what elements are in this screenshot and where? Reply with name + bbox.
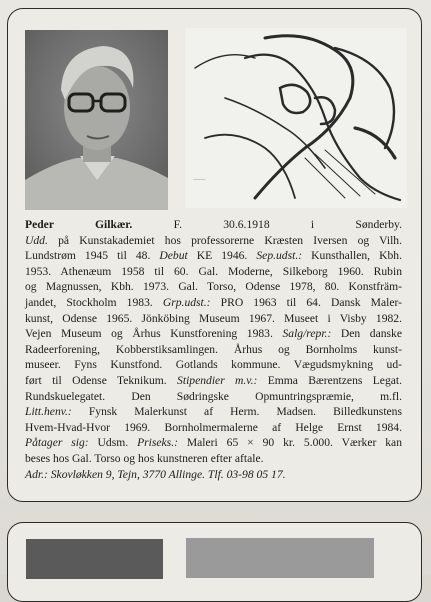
bio-line: 1953. Athenæum 1958 til 60. Gal. Moderne, Silkeborg 1960. Rubin: [25, 264, 402, 278]
artist-portrait-photo: [25, 30, 168, 210]
bio-line: kunst, Odense 1965. Jönköbing Museum 1967. Museet i Visby 1982.: [25, 311, 402, 325]
bio-line: Udd. på Kunstakademiet hos professorerne Kræsten Iversen og Vilh.: [25, 233, 402, 247]
svg-text:_____: _____: [193, 174, 206, 180]
bio-line: jandet, Stockholm 1983. Grp.udst.: PRO 1963 til 64. Dansk Maler-: [25, 295, 402, 309]
bio-line: Hvem-Hvad-Hvor 1969. Bornholmermalerne af Helge Ernst 1984.: [25, 420, 402, 434]
bio-line: og Magnussen, Kbh. 1973. Gal. Torso, Odense 1978, 80. Konstfräm-: [25, 280, 402, 294]
artist-address: Adr.: Skovløkken 9, Tejn, 3770 Allinge. Tlf. 03-98 05 17.: [25, 467, 286, 481]
bio-line: museer. Fyns Kunstfond. Gotlands kommune. Vægudsmykning ud-: [25, 358, 402, 372]
bio-line: Peder Gilkær. F. 30.6.1918 i Sønderby.: [25, 218, 402, 231]
bio-line: Lundstrøm 1945 til 48. Debut KE 1946. Sep.udst.: Kunsthallen, Kbh.: [25, 249, 402, 263]
bio-line: Litt.henv.: Fynsk Malerkunst af Herm. Madsen. Billedkunstens: [25, 405, 402, 419]
bio-line: Påtager sig: Udsm. Priseks.: Maleri 65 × 90 kr. 5.000. Værker kan: [25, 436, 402, 450]
bio-line: Radeerforening, Kobberstiksamlingen. Århus og Bornholms kunst-: [25, 342, 402, 356]
bio-line: ført til Odense Teknikum. Stipendier m.v.: Emma Bærentzens Legat.: [25, 373, 403, 387]
next-entry-photo: [26, 539, 163, 579]
artist-name: Peder Gilkær.: [25, 218, 133, 231]
artist-biography: [25, 217, 402, 482]
bio-line: Rundskuelegatet. Den Sødringske Opmuntringspræmie, m.fl.: [25, 389, 402, 403]
bio-line: Vejen Museum og Århus Kunstforening 1983. Salg/repr.: Den danske: [25, 327, 402, 341]
bio-line: beses hos Gal. Torso og hos kunstneren efter aftale.: [25, 451, 264, 465]
next-entry-artwork: [186, 538, 374, 578]
artwork-nude-sketch: [185, 28, 407, 208]
